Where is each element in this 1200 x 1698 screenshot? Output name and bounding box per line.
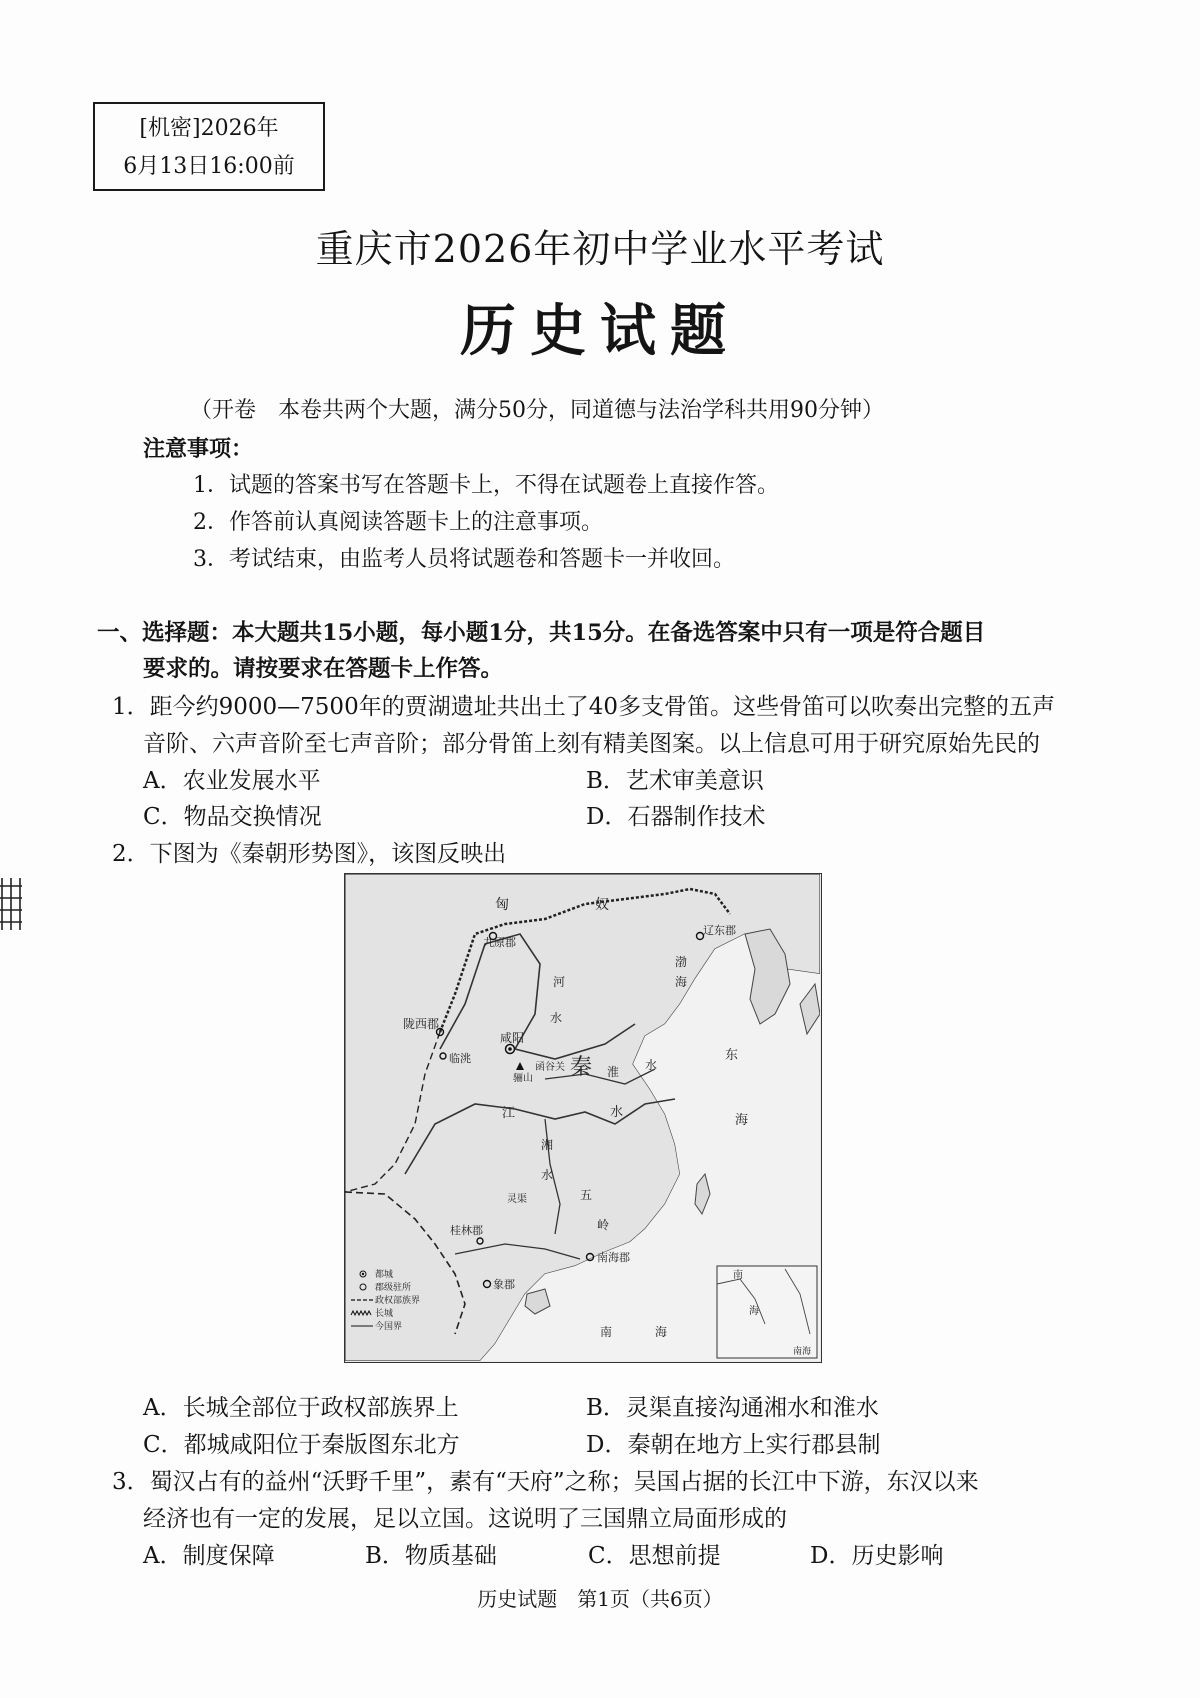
- label-huai-shui: 水: [645, 1058, 658, 1072]
- label-wu: 五: [580, 1188, 593, 1202]
- label-xiongnu-2: 奴: [595, 897, 609, 913]
- label-jiuyuan: 九原郡: [483, 936, 516, 949]
- label-dong: 东: [725, 1048, 739, 1063]
- label-xiongnu-1: 匈: [495, 897, 509, 913]
- question-1-option-a[interactable]: A．农业发展水平: [143, 768, 321, 794]
- question-2-option-b[interactable]: B．灵渠直接沟通湘水和淮水: [586, 1395, 879, 1421]
- label-bo-sea: 海: [675, 975, 688, 989]
- section-heading-line-2: 要求的。请按要求在答题卡上作答。: [143, 656, 504, 682]
- question-3-option-b[interactable]: B．物质基础: [365, 1543, 497, 1569]
- label-huai: 淮: [607, 1065, 620, 1079]
- notice-item-1: 1．试题的答案书写在答题卡上，不得在试题卷上直接作答。: [193, 473, 779, 498]
- question-2-option-a[interactable]: A．长城全部位于政权部族界上: [143, 1395, 459, 1421]
- label-south: 南: [600, 1325, 613, 1339]
- notice-heading: 注意事项：: [143, 436, 254, 462]
- label-guilin: 桂林郡: [450, 1224, 483, 1237]
- question-2-option-d[interactable]: D．秦朝在地方上实行郡县制: [586, 1432, 881, 1458]
- south-sea-inset: [717, 1266, 817, 1358]
- question-3-line-1: 3．蜀汉占有的益州“沃野千里”，素有“天府”之称；吴国占据的长江中下游，东汉以来: [112, 1469, 979, 1495]
- label-nanhai: 南海郡: [597, 1251, 630, 1264]
- inset-label-hai: 海: [749, 1306, 759, 1317]
- label-he: 河: [553, 975, 566, 989]
- legend-great-wall: 长城: [375, 1309, 394, 1319]
- question-1-option-c[interactable]: C．物品交换情况: [143, 804, 322, 830]
- label-lishan: 骊山: [513, 1073, 533, 1084]
- label-liaodong: 辽东郡: [703, 924, 736, 937]
- label-lintao: 临洮: [449, 1052, 471, 1065]
- label-xianyang: 咸阳: [500, 1031, 525, 1045]
- question-2-option-c[interactable]: C．都城咸阳位于秦版图东北方: [143, 1432, 460, 1458]
- label-bo: 渤: [675, 955, 688, 969]
- label-ling: 岭: [597, 1218, 610, 1232]
- notice-item-3: 3．考试结束，由监考人员将试题卷和答题卡一并收回。: [193, 547, 735, 572]
- notice-item-2: 2．作答前认真阅读答题卡上的注意事项。: [193, 510, 603, 535]
- question-1-option-d[interactable]: D．石器制作技术: [586, 804, 766, 830]
- subject-title: 历史试题: [460, 298, 740, 364]
- label-hanguguan: 函谷关: [535, 1062, 565, 1073]
- label-jiang-shui: 水: [610, 1105, 624, 1120]
- label-lingqu: 灵渠: [507, 1194, 527, 1205]
- confidential-line-2: 6月13日16:00前: [123, 154, 295, 179]
- confidential-line-1: [机密]2026年: [139, 116, 279, 141]
- label-south-sea: 海: [655, 1325, 668, 1339]
- legend-border: 政权部族界: [375, 1296, 421, 1306]
- legend-national-border: 今国界: [375, 1322, 403, 1332]
- exam-note: （开卷 本卷共两个大题，满分50分，同道德与法治学科共用90分钟）: [190, 398, 884, 423]
- map-drawing: [345, 874, 820, 1361]
- label-longxi: 陇西郡: [403, 1017, 440, 1031]
- binding-line-icon: [0, 876, 22, 932]
- label-xiang: 湘: [541, 1138, 554, 1152]
- question-3-option-a[interactable]: A．制度保障: [143, 1543, 275, 1569]
- inset-caption: 南海: [793, 1347, 812, 1357]
- label-xiang-shui: 水: [541, 1168, 554, 1182]
- question-3-line-2: 经济也有一定的发展，足以立国。这说明了三国鼎立局面形成的: [143, 1506, 787, 1532]
- label-xiangjun: 象郡: [493, 1278, 515, 1291]
- qin-dynasty-map: [344, 873, 822, 1363]
- label-qin: 秦: [570, 1055, 593, 1080]
- section-heading-line-1: 一、选择题：本大题共15小题，每小题1分，共15分。在备选答案中只有一项是符合题目: [97, 620, 986, 646]
- label-jiang: 江: [502, 1106, 516, 1121]
- question-3-option-d[interactable]: D．历史影响: [810, 1543, 944, 1569]
- label-he-shui: 水: [550, 1011, 563, 1025]
- exam-title: 重庆市2026年初中学业水平考试: [315, 227, 885, 271]
- question-1-line-2: 音阶、六声音阶至七声音阶；部分骨笛上刻有精美图案。以上信息可用于研究原始先民的: [143, 731, 1040, 757]
- page-footer: 历史试题 第1页（共6页）: [477, 1587, 723, 1611]
- inset-label-nan: 南: [733, 1270, 743, 1281]
- question-3-option-c[interactable]: C．思想前提: [588, 1543, 721, 1569]
- question-2-line-1: 2．下图为《秦朝形势图》，该图反映出: [112, 841, 507, 867]
- legend-commandery: 郡级驻所: [375, 1283, 412, 1293]
- question-1-line-1: 1．距今约9000—7500年的贾湖遗址共出土了40多支骨笛。这些骨笛可以吹奏出完整的五声: [112, 694, 1055, 720]
- question-1-option-b[interactable]: B．艺术审美意识: [586, 768, 764, 794]
- label-donghai: 海: [735, 1113, 749, 1128]
- legend-capital: 都城: [375, 1270, 394, 1280]
- confidential-box: [93, 102, 325, 191]
